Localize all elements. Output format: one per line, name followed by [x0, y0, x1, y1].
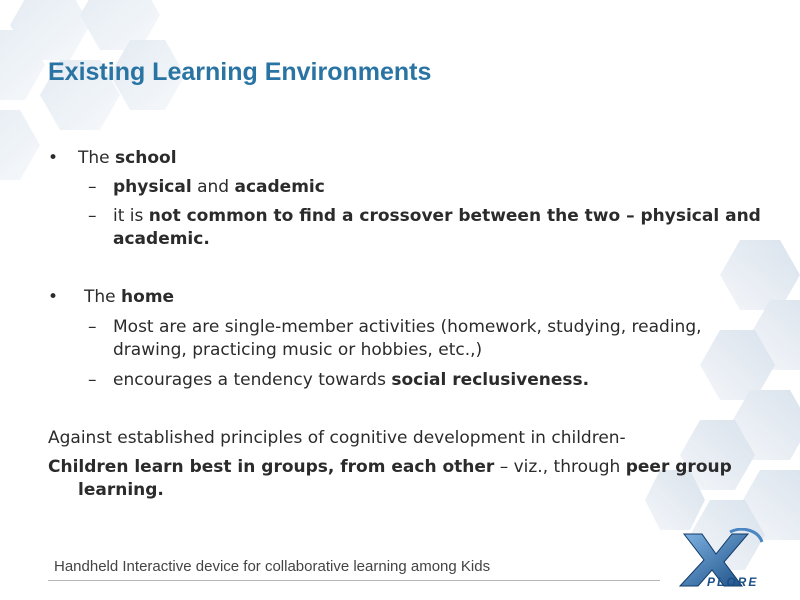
- slide-title: Existing Learning Environments: [48, 58, 432, 86]
- sub-bullet-marker: –: [88, 317, 97, 337]
- sub-bullet-marker: –: [88, 370, 97, 390]
- bullet-text: The home: [84, 287, 175, 307]
- sub-bullet-marker: –: [88, 177, 97, 197]
- sub-bullet-text: Most are are single-member activities (homework, studying, reading, drawing, practicing music or hobbies, etc.,): [113, 317, 702, 360]
- sub-bullet-text: it is not common to find a crossover between the two – physical and academic.: [113, 206, 761, 249]
- footer-divider: [48, 580, 660, 581]
- sub-bullet-text: physical and academic: [113, 177, 325, 197]
- paragraph-peer-learning: Children learn best in groups, from each other – viz., through peer group learning.: [48, 457, 732, 500]
- logo-wordmark: PLORE: [707, 575, 759, 589]
- paragraph-principles: Against established principles of cognitive development in children-: [48, 428, 626, 448]
- bullet-text: The school: [78, 148, 177, 168]
- footer-text: Handheld Interactive device for collaborative learning among Kids: [54, 558, 491, 575]
- bullet-marker: •: [48, 148, 59, 168]
- sub-bullet-marker: –: [88, 206, 97, 226]
- bullet-marker: •: [48, 287, 59, 307]
- sub-bullet-text: encourages a tendency towards social reclusiveness.: [113, 370, 590, 390]
